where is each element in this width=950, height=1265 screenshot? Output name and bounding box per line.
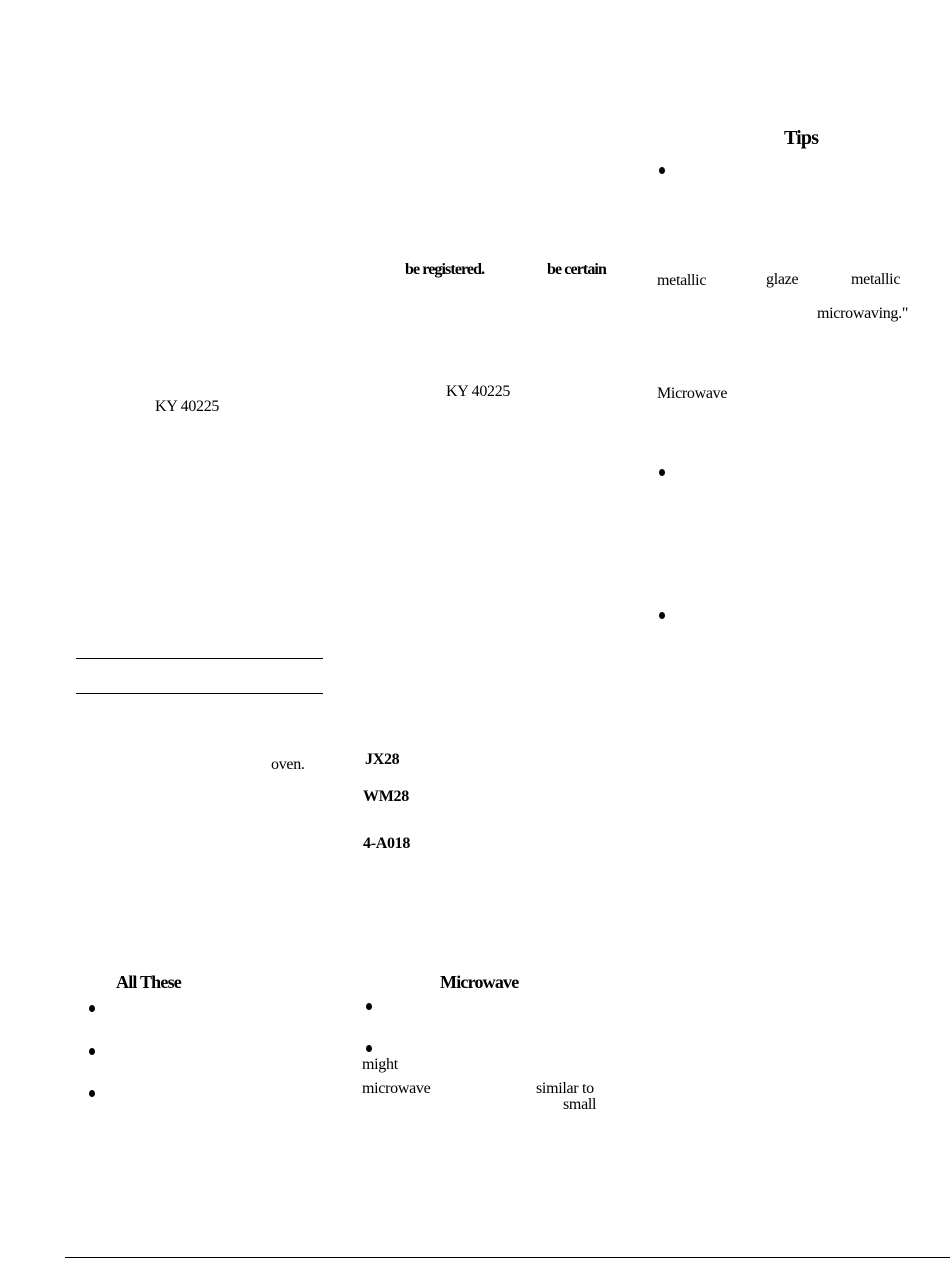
part-number-wm28: WM28 bbox=[363, 788, 409, 805]
col2-might: might bbox=[362, 1056, 398, 1073]
col3-microwaving: microwaving." bbox=[817, 305, 909, 322]
col3-microwave-word: Microwave bbox=[657, 385, 728, 402]
col3-bullet-3 bbox=[659, 612, 665, 619]
form-line-2 bbox=[76, 693, 323, 694]
col1-bullet-1 bbox=[89, 1005, 95, 1012]
col2-ky-number: KY 40225 bbox=[446, 383, 511, 400]
col3-metallic-2: metallic bbox=[851, 271, 901, 288]
col2-small: small bbox=[563, 1096, 597, 1113]
col2-microwave-heading: Microwave bbox=[440, 972, 519, 992]
col2-similar-to: similar to bbox=[536, 1080, 594, 1097]
col3-metallic-1: metallic bbox=[657, 272, 707, 289]
part-number-4a018: 4-A018 bbox=[363, 835, 411, 852]
col1-all-these-heading: All These bbox=[116, 972, 181, 992]
col2-microwave-word: microwave bbox=[362, 1080, 431, 1097]
form-line-1 bbox=[76, 658, 323, 659]
col3-bullet-1 bbox=[659, 167, 665, 174]
col3-bullet-2 bbox=[659, 469, 665, 476]
col3-glaze: glaze bbox=[766, 271, 799, 288]
part-number-jx28: JX28 bbox=[365, 751, 400, 768]
page-bottom-rule bbox=[65, 1257, 950, 1258]
col1-ky-number: KY 40225 bbox=[155, 398, 220, 415]
col1-bullet-2 bbox=[89, 1048, 95, 1055]
col1-bullet-3 bbox=[89, 1090, 95, 1097]
col3-tips-heading: Tips bbox=[784, 127, 819, 149]
col2-bullet-1 bbox=[366, 1003, 372, 1010]
col2-be-registered: be registered. bbox=[405, 261, 485, 278]
col2-be-certain: be certain bbox=[547, 261, 606, 278]
col2-bullet-2 bbox=[366, 1045, 372, 1052]
col1-oven-word: oven. bbox=[271, 756, 305, 773]
